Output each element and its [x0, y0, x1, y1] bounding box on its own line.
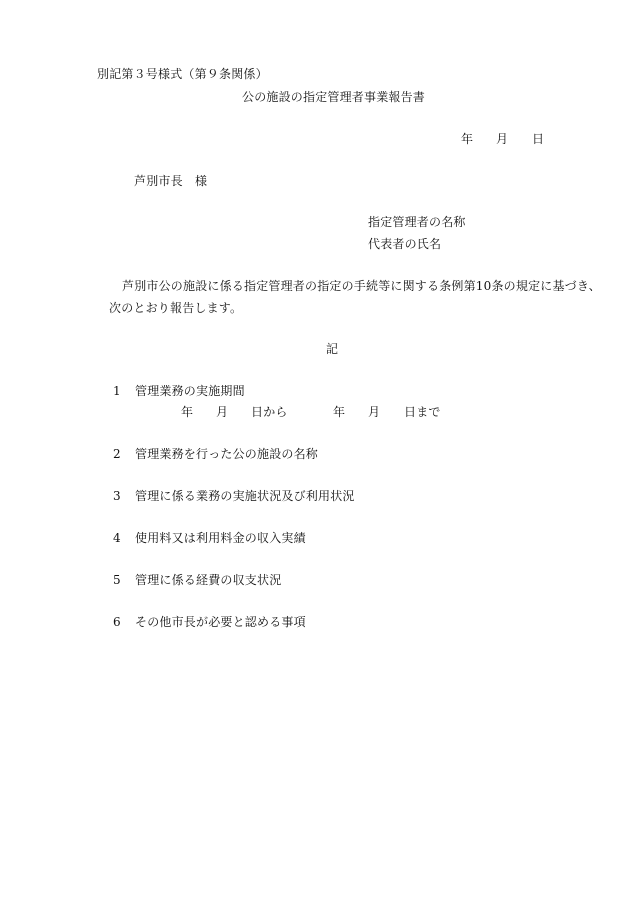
date-month-label: 月: [496, 132, 509, 146]
item-label: 管理業務を行った公の施設の名称: [135, 447, 319, 461]
list-item: [113, 385, 245, 397]
item-label: 管理に係る業務の実施状況及び利用状況: [135, 489, 355, 503]
item-number: 4: [113, 531, 121, 545]
item-label: その他市長が必要と認める事項: [135, 615, 306, 629]
item-number: 6: [113, 615, 121, 629]
period-from-day: 日から: [251, 405, 288, 419]
rep-name-label: 代表者の氏名: [368, 237, 442, 251]
date-day-label: 日: [532, 132, 545, 146]
list-item: [113, 490, 355, 502]
period-to-month: 月: [368, 405, 381, 419]
list-item: [113, 532, 306, 544]
item-number: 3: [113, 489, 121, 503]
period-from-month: 月: [216, 405, 229, 419]
ki-heading: 記: [326, 342, 339, 356]
item-label: 管理に係る経費の収支状況: [135, 573, 282, 587]
form-label: 別記第３号様式（第９条関係）: [97, 67, 268, 81]
date-year-label: 年: [461, 132, 474, 146]
item-number: 1: [113, 384, 121, 398]
item-number: 5: [113, 573, 121, 587]
org-name-label: 指定管理者の名称: [368, 215, 466, 229]
item-label: 使用料又は利用料金の収入実績: [135, 531, 306, 545]
addressee: 芦別市長 様: [134, 174, 208, 188]
item-label: 管理業務の実施期間: [135, 384, 245, 398]
period-to-day: 日まで: [404, 405, 441, 419]
body-line-1: 芦別市公の施設に係る指定管理者の指定の手続等に関する条例第10条の規定に基づき、: [122, 279, 601, 293]
item-number: 2: [113, 447, 121, 461]
list-item: [113, 616, 306, 628]
document-title: 公の施設の指定管理者事業報告書: [242, 90, 426, 104]
list-item: [113, 574, 281, 586]
body-line-2: 次のとおり報告します。: [109, 301, 243, 315]
period-to-year: 年: [333, 405, 346, 419]
list-item: [113, 448, 318, 460]
period-from-year: 年: [181, 405, 194, 419]
